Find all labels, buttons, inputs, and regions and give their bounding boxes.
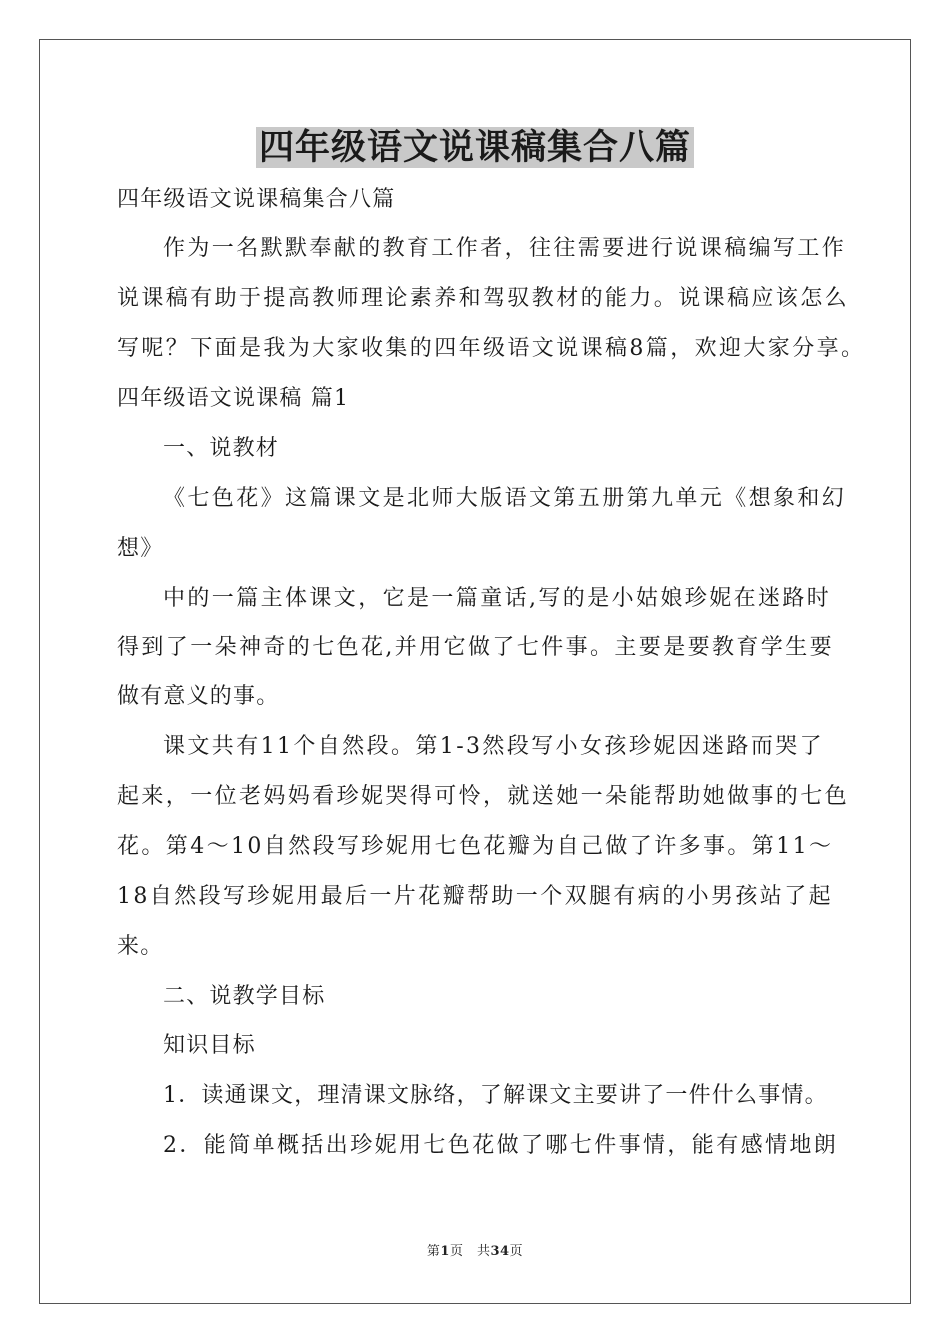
paragraph-line: 18自然段写珍妮用最后一片花瓣帮助一个双腿有病的小男孩站了起 (117, 884, 833, 909)
page-footer (0, 1243, 950, 1261)
list-item: 1．读通课文，理清课文脉络，了解课文主要讲了一件什么事情。 (163, 1083, 828, 1108)
page-total: 34 (490, 1244, 510, 1259)
paragraph-line: 《七色花》这篇课文是北师大版语文第五册第九单元《想象和幻 (163, 486, 847, 511)
page-border (39, 39, 911, 1304)
page-suffix: 页 (509, 1244, 524, 1259)
paragraph-line: 想》 (117, 536, 164, 561)
page-mid: 页 共 (449, 1244, 491, 1259)
title-text: 四年级语文说课稿集合八篇 (256, 127, 694, 168)
page-prefix: 第 (426, 1244, 441, 1259)
section-heading: 一、说教材 (163, 436, 280, 461)
paragraph-line: 中的一篇主体课文，它是一篇童话,写的是小姑娘珍妮在迷路时 (163, 586, 832, 611)
paragraph-line: 得到了一朵神奇的七色花,并用它做了七件事。主要是要教育学生要 (117, 635, 834, 660)
paragraph-line: 说课稿有助于提高教师理论素养和驾驭教材的能力。说课稿应该怎么 (117, 286, 850, 311)
subsection-heading: 知识目标 (163, 1033, 256, 1058)
list-item: 2．能简单概括出珍妮用七色花做了哪七件事情，能有感情地朗 (163, 1133, 839, 1158)
paragraph-line: 做有意义的事。 (117, 684, 280, 709)
subtitle-line: 四年级语文说课稿集合八篇 (117, 187, 396, 212)
document-title (0, 124, 950, 172)
page-current: 1 (440, 1244, 450, 1259)
section-heading: 四年级语文说课稿 篇1 (117, 386, 350, 411)
paragraph-line: 课文共有11个自然段。第1-3然段写小女孩珍妮因迷路而哭了 (163, 734, 825, 759)
paragraph-line: 作为一名默默奉献的教育工作者，往往需要进行说课稿编写工作 (163, 236, 847, 261)
paragraph-line: 花。第4～10自然段写珍妮用七色花瓣为自己做了许多事。第11～ (117, 834, 834, 859)
paragraph-line: 写呢？下面是我为大家收集的四年级语文说课稿8篇，欢迎大家分享。 (117, 336, 866, 361)
paragraph-line: 来。 (117, 934, 164, 959)
paragraph-line: 起来，一位老妈妈看珍妮哭得可怜，就送她一朵能帮助她做事的七色 (117, 784, 850, 809)
section-heading: 二、说教学目标 (163, 984, 326, 1009)
